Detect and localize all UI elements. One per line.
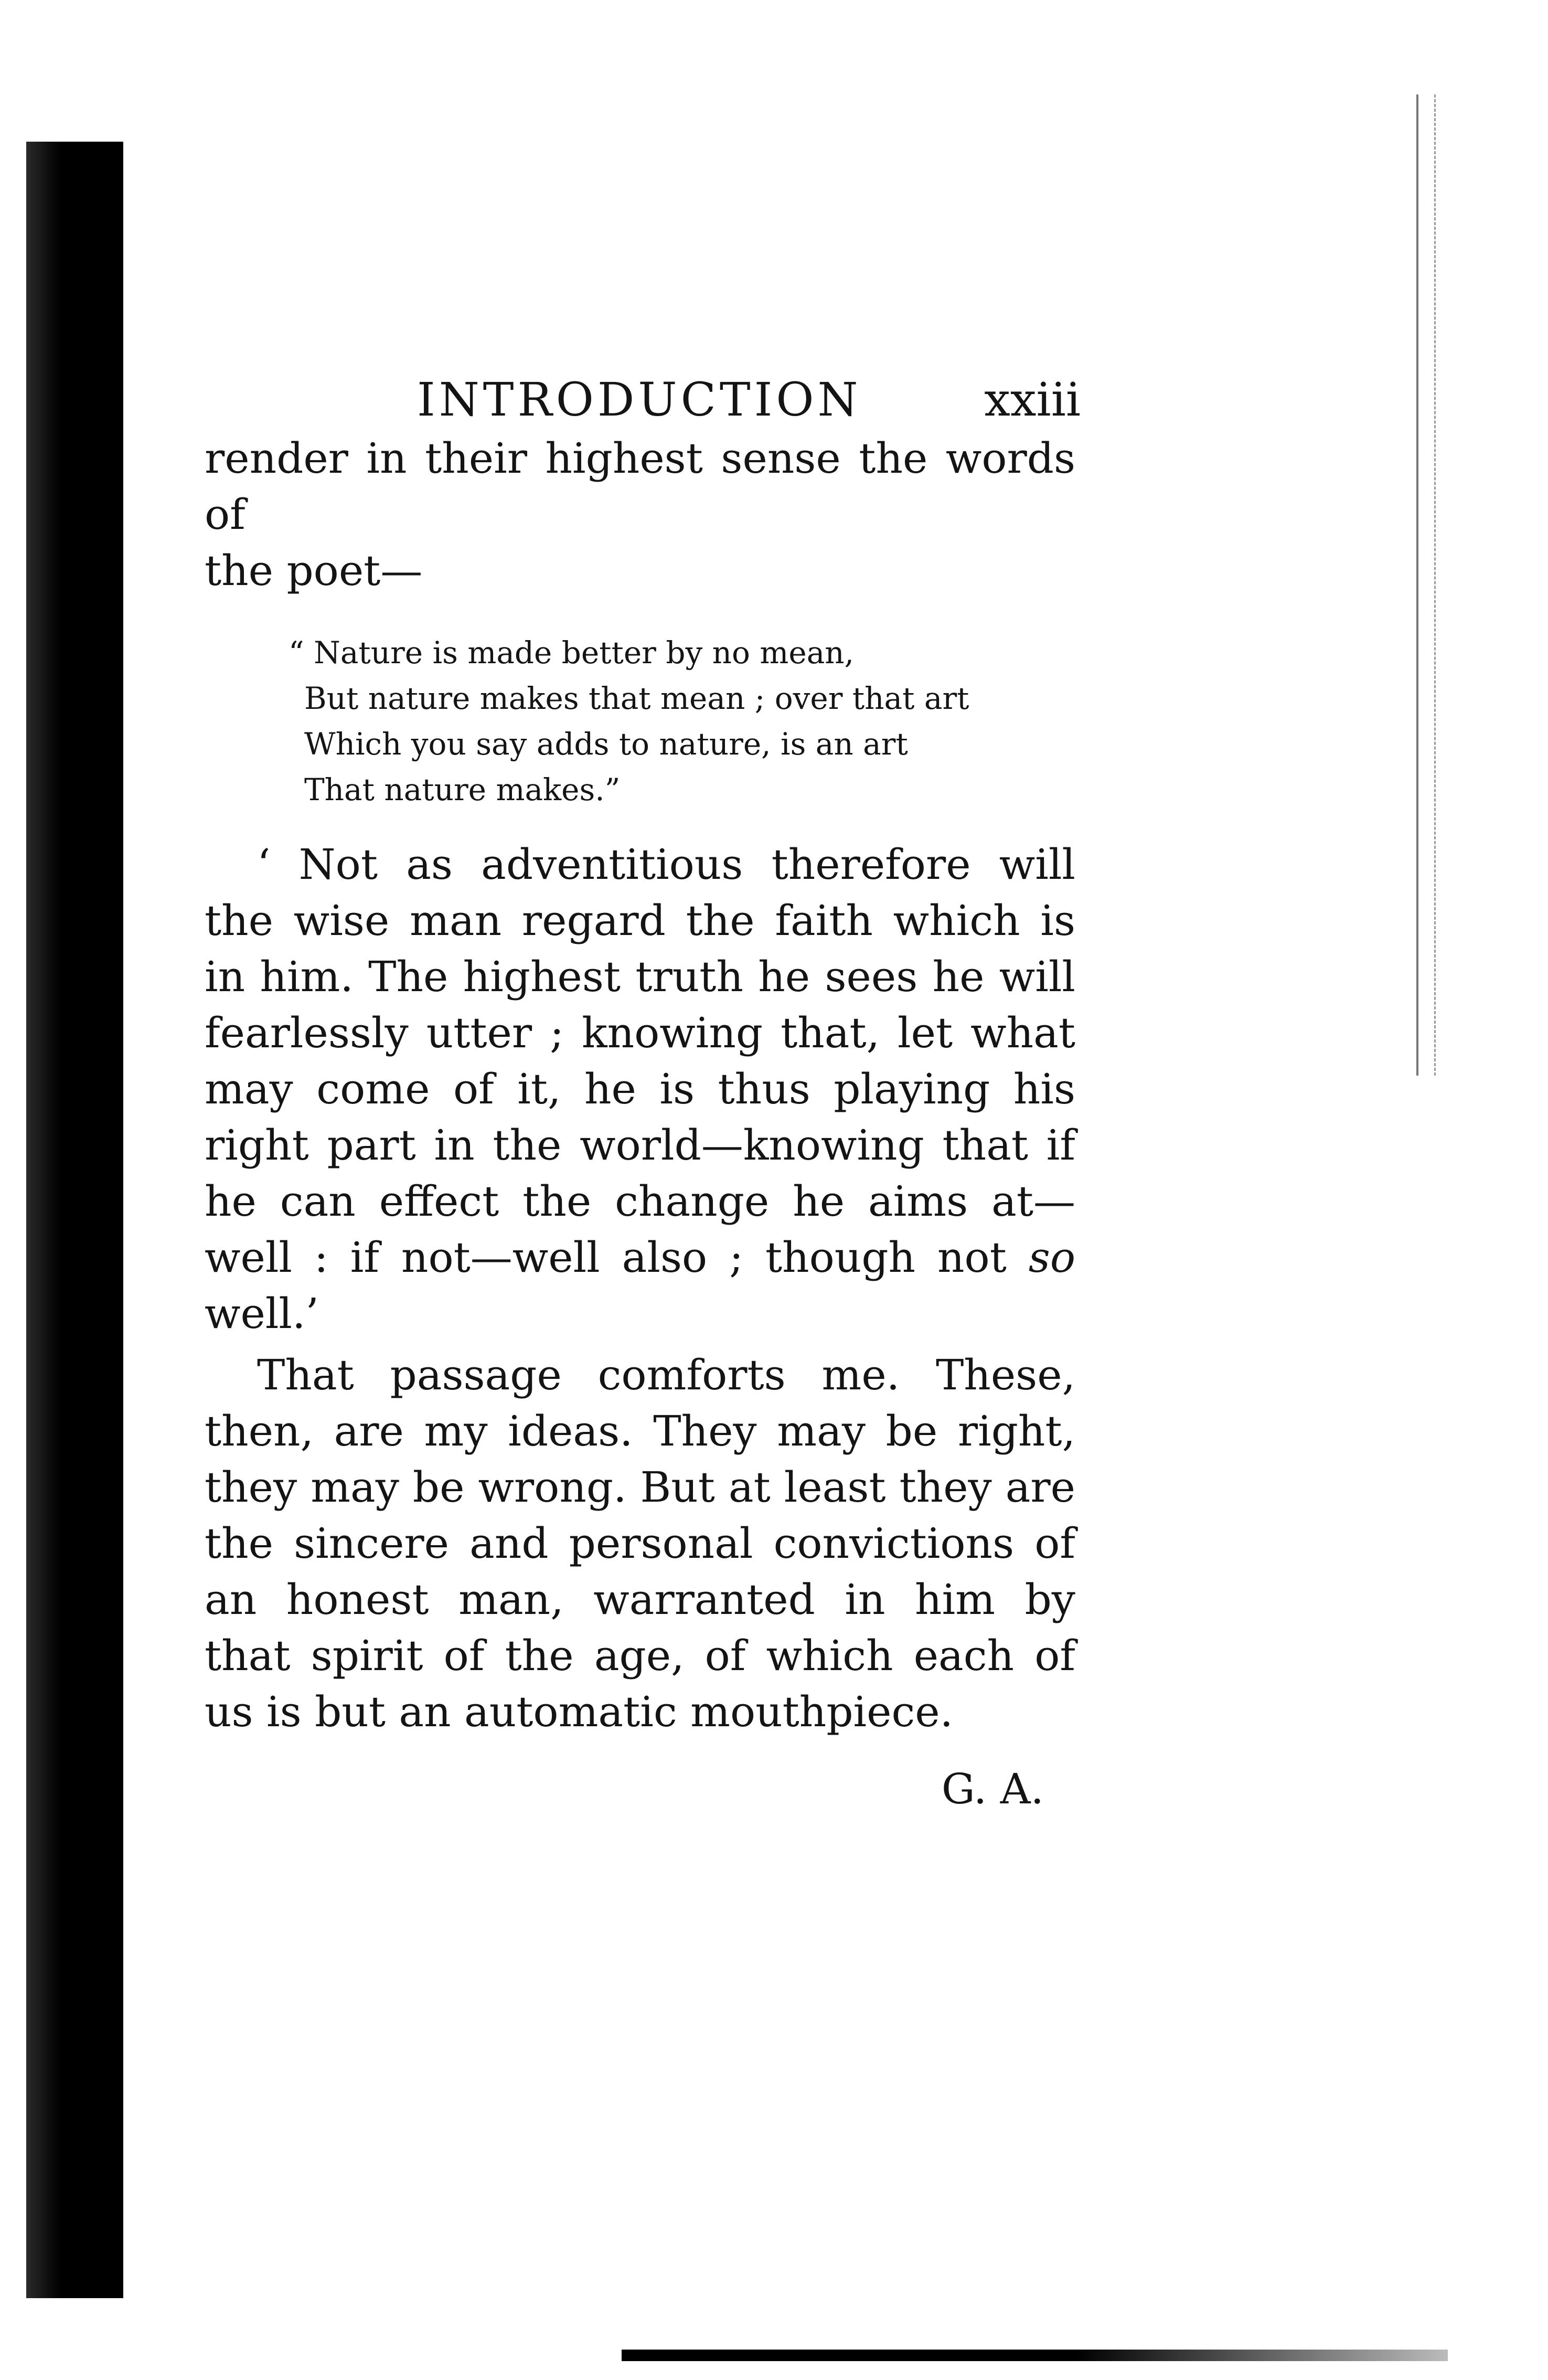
opening-text: [205, 430, 1075, 599]
running-head: [205, 367, 1081, 430]
verse-line-3: Which you say adds to nature, is an art: [304, 726, 908, 762]
page-number: xxiii: [984, 373, 1081, 427]
opening-line-2: the poet—: [205, 546, 423, 595]
verse-line-4: That nature makes.”: [304, 772, 621, 808]
verse-line-1: “ Nature is made better by no mean,: [289, 635, 855, 671]
paragraph-quoted-passage: [205, 836, 1075, 1342]
paragraph-2-ending: well.’: [205, 1289, 319, 1338]
verse-line-2: But nature makes that mean ; over that art: [304, 681, 969, 716]
author-initials: G. A.: [941, 1765, 1044, 1813]
paragraph-conclusion: That passage comforts me. These, then, are my ideas. They may be right, they may be wrong. But at least they are the sincere and personal convictions of an honest man, warranted in him by that spirit of the age, of which each of us is but an automatic mouthpiece.: [205, 1351, 1075, 1736]
verse-quote: [289, 630, 1075, 813]
opening-line-1: render in their highest sense the words of: [205, 434, 1075, 539]
scan-edge-left: [26, 142, 123, 2298]
running-title: INTRODUCTION: [417, 373, 862, 427]
book-page: [205, 367, 1081, 1817]
paragraph-2-text: ‘ Not as adventitious therefore will the wise man regard the faith which is in him. The highest truth he sees he will fearlessly utter ; knowing that, let what may come of it, he is thus playing his right part in the world—knowing that if he can effect the change he aims at—well : if not—well also ; though not: [205, 840, 1075, 1282]
scan-bottom-rule: [622, 2350, 1448, 2361]
scan-edge-right: [1416, 94, 1436, 1076]
paragraph-2-italic-word: so: [1028, 1233, 1076, 1282]
